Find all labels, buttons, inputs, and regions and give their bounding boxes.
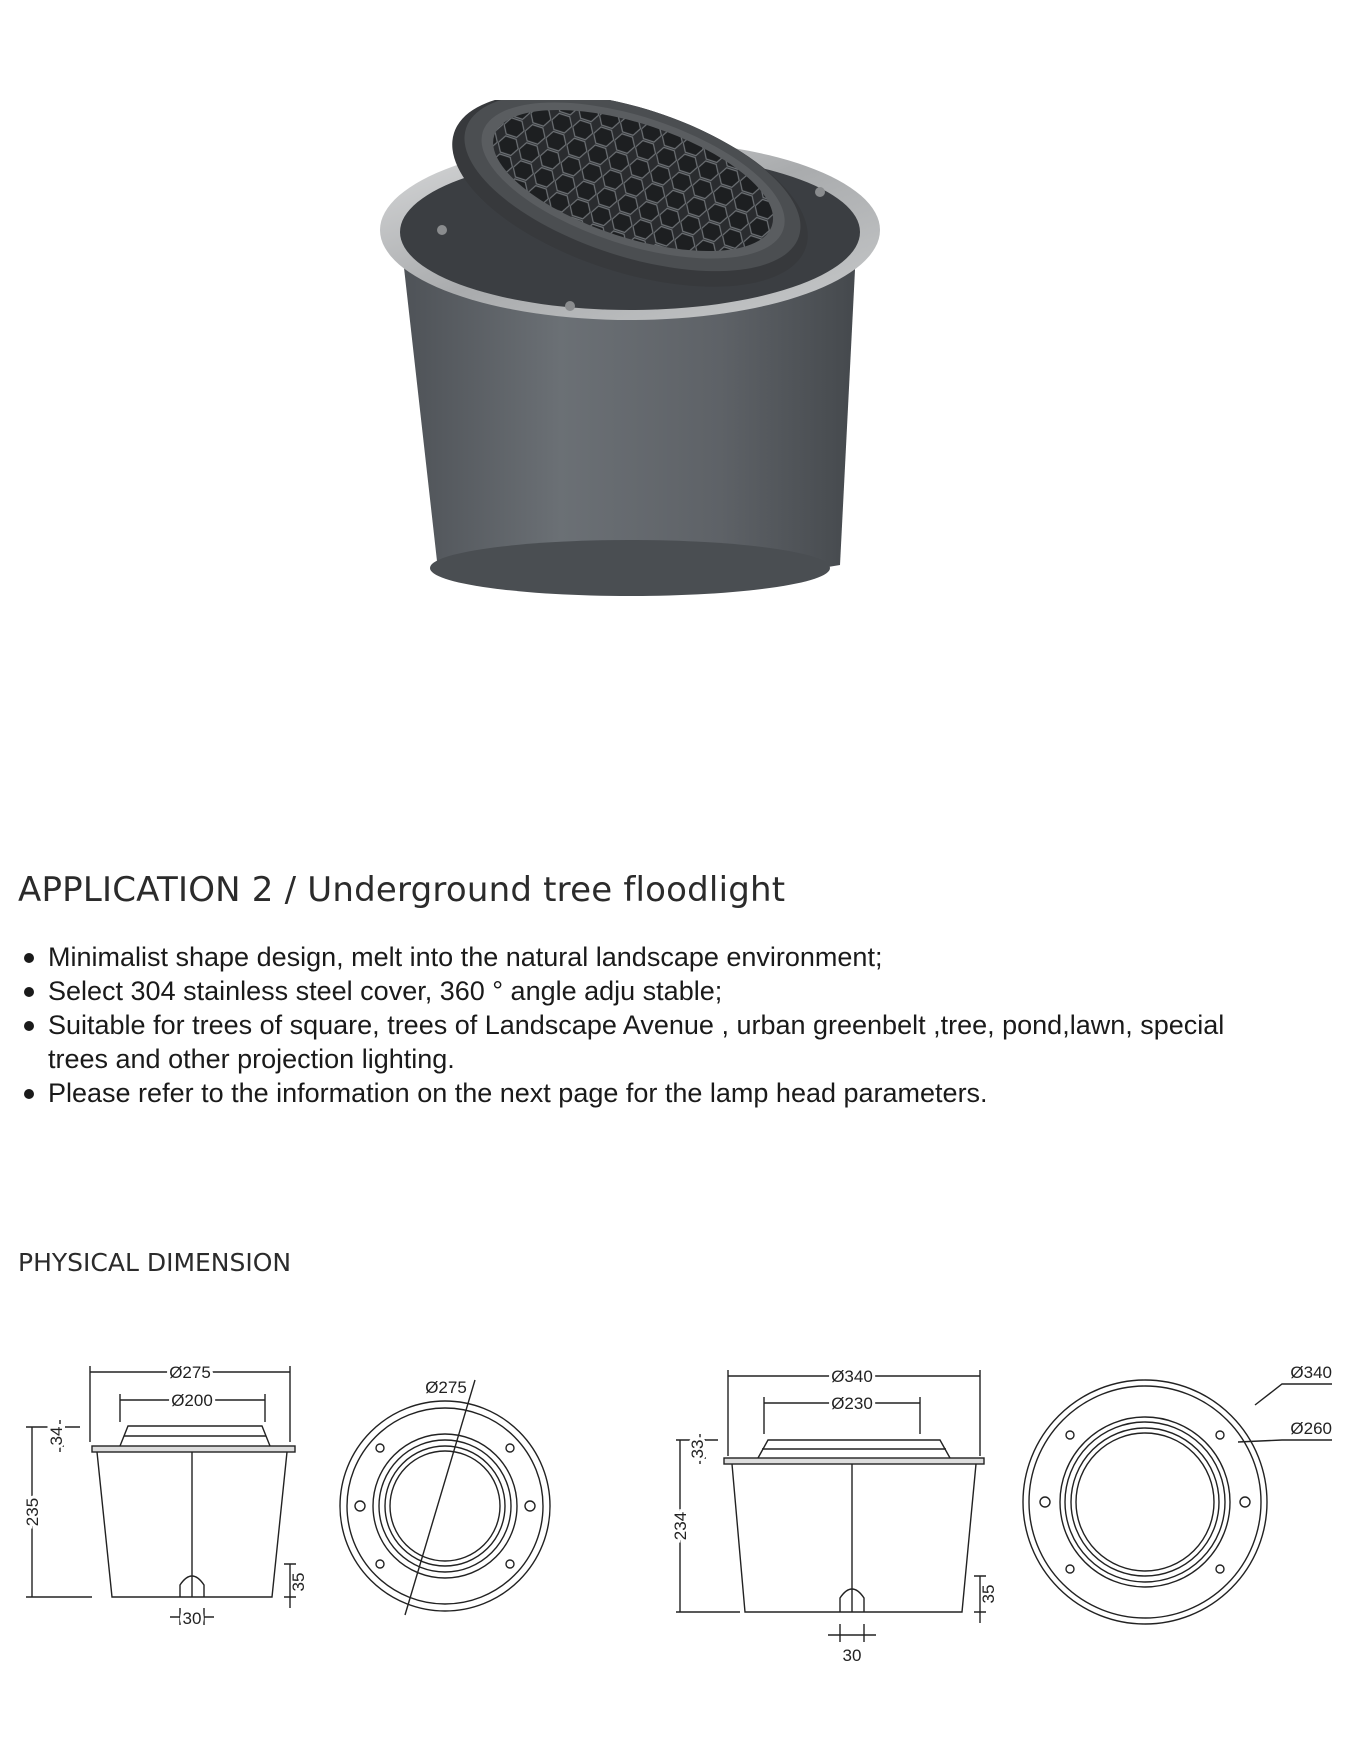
model-a-top-dia-label: Ø200	[171, 1391, 213, 1410]
model-b-bottom-height-label: 35	[979, 1584, 998, 1604]
model-b-cover-height-label: 33	[688, 1439, 707, 1459]
model-a-slot-width-label: 30	[182, 1609, 202, 1628]
feature-item: Suitable for trees of square, trees of Landscape Avenue , urban greenbelt ,tree, pond,lawn, special trees and other projection lighting.	[22, 1008, 1262, 1076]
model-b-top-dia-label: Ø230	[831, 1394, 873, 1413]
model-b-outer-dia-label: Ø340	[831, 1367, 873, 1386]
model-b-top-inner-dia-label: Ø260	[1290, 1419, 1332, 1438]
dimension-drawings	[0, 1330, 1362, 1690]
model-a-outer-dia-label: Ø275	[169, 1363, 211, 1382]
feature-item: Please refer to the information on the next page for the lamp head parameters.	[22, 1076, 1262, 1110]
model-b-top-outer-dia-label: Ø340	[1290, 1363, 1332, 1382]
physical-dimension-heading: PHYSICAL DIMENSION	[18, 1248, 292, 1277]
model-b-slot-width-label: 30	[842, 1646, 862, 1665]
model-a-height-label: 235	[23, 1497, 42, 1527]
product-image	[380, 100, 980, 660]
feature-item: Select 304 stainless steel cover, 360 ° angle adju stable;	[22, 974, 1262, 1008]
page-title: APPLICATION 2 / Underground tree floodlight	[18, 870, 786, 910]
model-a-top-dia-view-label: Ø275	[425, 1378, 467, 1397]
model-a-bottom-height-label: 35	[289, 1572, 308, 1592]
feature-list	[22, 940, 1262, 1110]
model-a-top-view	[340, 1380, 550, 1615]
model-a-cover-height-label: 34	[47, 1426, 66, 1446]
model-b-top-view	[1023, 1380, 1332, 1624]
model-a-side-view	[26, 1366, 296, 1625]
model-b-height-label: 234	[671, 1511, 690, 1541]
feature-item: Minimalist shape design, melt into the natural landscape environment;	[22, 940, 1262, 974]
